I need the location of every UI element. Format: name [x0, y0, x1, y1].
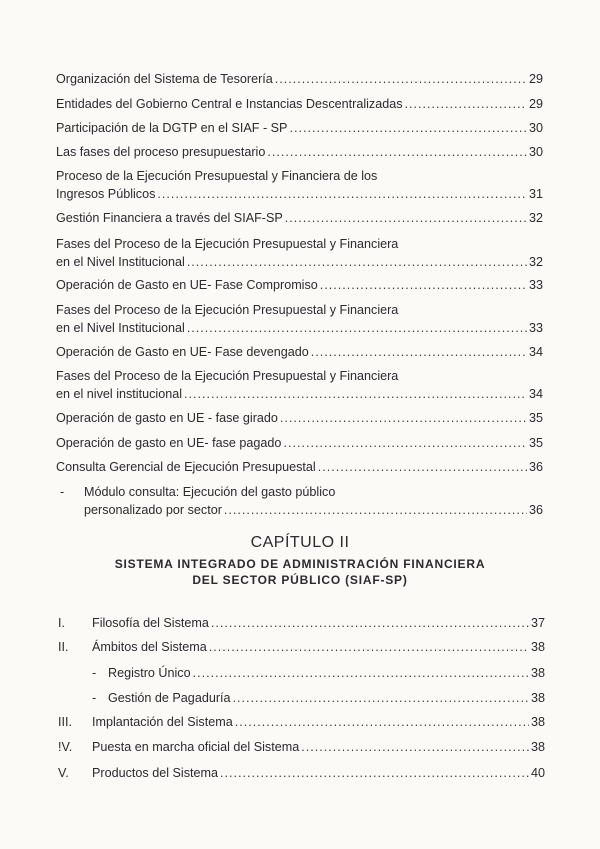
toc-entry: Gestión Financiera a través del SIAF-SP ..... 32: [56, 209, 543, 227]
toc-entry: Consulta Gerencial de Ejecución Presupuestal ..... 36: [56, 458, 543, 476]
toc-entry: Operación de Gasto en UE- Fase Compromiso ..... 33: [56, 276, 543, 294]
toc-entry: Participación de la DGTP en el SIAF - SP ..... 30: [56, 119, 543, 137]
toc-entry: Fases del Proceso de la Ejecución Presupuestal y Financiera en el nivel institucional ..... 34: [56, 367, 543, 403]
toc-entry: Fases del Proceso de la Ejecución Presupuestal y Financiera en el Nivel Institucional ..... 32: [56, 235, 543, 271]
chapter-subtitle: DEL SECTOR PÚBLICO (SIAF-SP): [192, 573, 408, 587]
chapter-title: CAPÍTULO II: [250, 534, 350, 551]
toc-entry: Organización del Sistema de Tesorería ..... 29: [56, 70, 543, 88]
toc-entry: Entidades del Gobierno Central e Instancias Descentralizadas ..... 29: [56, 95, 543, 113]
toc-entry: Operación de gasto en UE - fase girado ..... 35: [56, 409, 543, 427]
toc-entry: Proceso de la Ejecución Presupuestal y Financiera de los Ingresos Públicos ..... 31: [56, 167, 543, 203]
toc-entry: Operación de gasto en UE- fase pagado ..... 35: [56, 434, 543, 452]
bullet-dash: -: [60, 485, 65, 499]
toc-entry: Las fases del proceso presupuestario ..... 30: [56, 143, 543, 161]
toc-entry: - Módulo consulta: Ejecución del gasto público personalizado por sector ..... 36: [56, 483, 543, 519]
chapter-subtitle: SISTEMA INTEGRADO DE ADMINISTRACIÓN FINANCIERA: [114, 557, 486, 571]
toc-entry: Operación de Gasto en UE- Fase devengado ..... 34: [56, 343, 543, 361]
toc-entry: Fases del Proceso de la Ejecución Presupuestal y Financiera en el Nivel Institucional ..... 33: [56, 301, 543, 337]
document-page: Organización del Sistema de Tesorería ..... 29 Entidades del Gobierno Central e Instancias Descentralizadas ..... 29 Participación de la DGTP en el SIAF - SP ..... 30 Las fases del proceso presupuestario ..... 30 Proceso de la Ejecución Presupuestal y Financiera de los Ingresos Públicos ..... 31 Gestión Financiera a través del SIAF-SP ..... 32 Fases del Proceso de la Ejecución Presupuestal y Financiera en el Nivel Institucional ..... 32 Operación de Gasto en UE- Fase Compromiso ..... 33 Fases del Proceso de la Ejecución Presupuestal y Financiera en el Nivel Institucional ..... 33 Operación de Gasto en UE- Fase devengado ..... 34 Fases del Proceso de la Ejecución Presupuestal y Financiera en el nivel institucional ..... 34 Operación de gasto en UE - fase girado ..... 35 Operación de gasto en UE- fase pagado ..... 35 Consulta Gerencial de Ejecución Presupuestal ..... 36 - Módulo consulta: Ejecución del gasto público personalizado por sector ..... 36 CAPÍTULO II SISTEMA INTEGRADO DE ADMINISTRACIÓN FINANCIERA DEL SECTOR PÚBLICO (SIAF-SP) I. Filosofía del Sistema ..... 37 II. Ámbitos del Sistema ..... 38 - Registro Único ..... 38 - Gestión de Pagaduría ..... 38 III. Implantación del Sistema ..... 38 !V. Puesta en marcha oficial del Sistema ..... 38 V. Productos del Sistema ..... 40: [0, 0, 600, 849]
